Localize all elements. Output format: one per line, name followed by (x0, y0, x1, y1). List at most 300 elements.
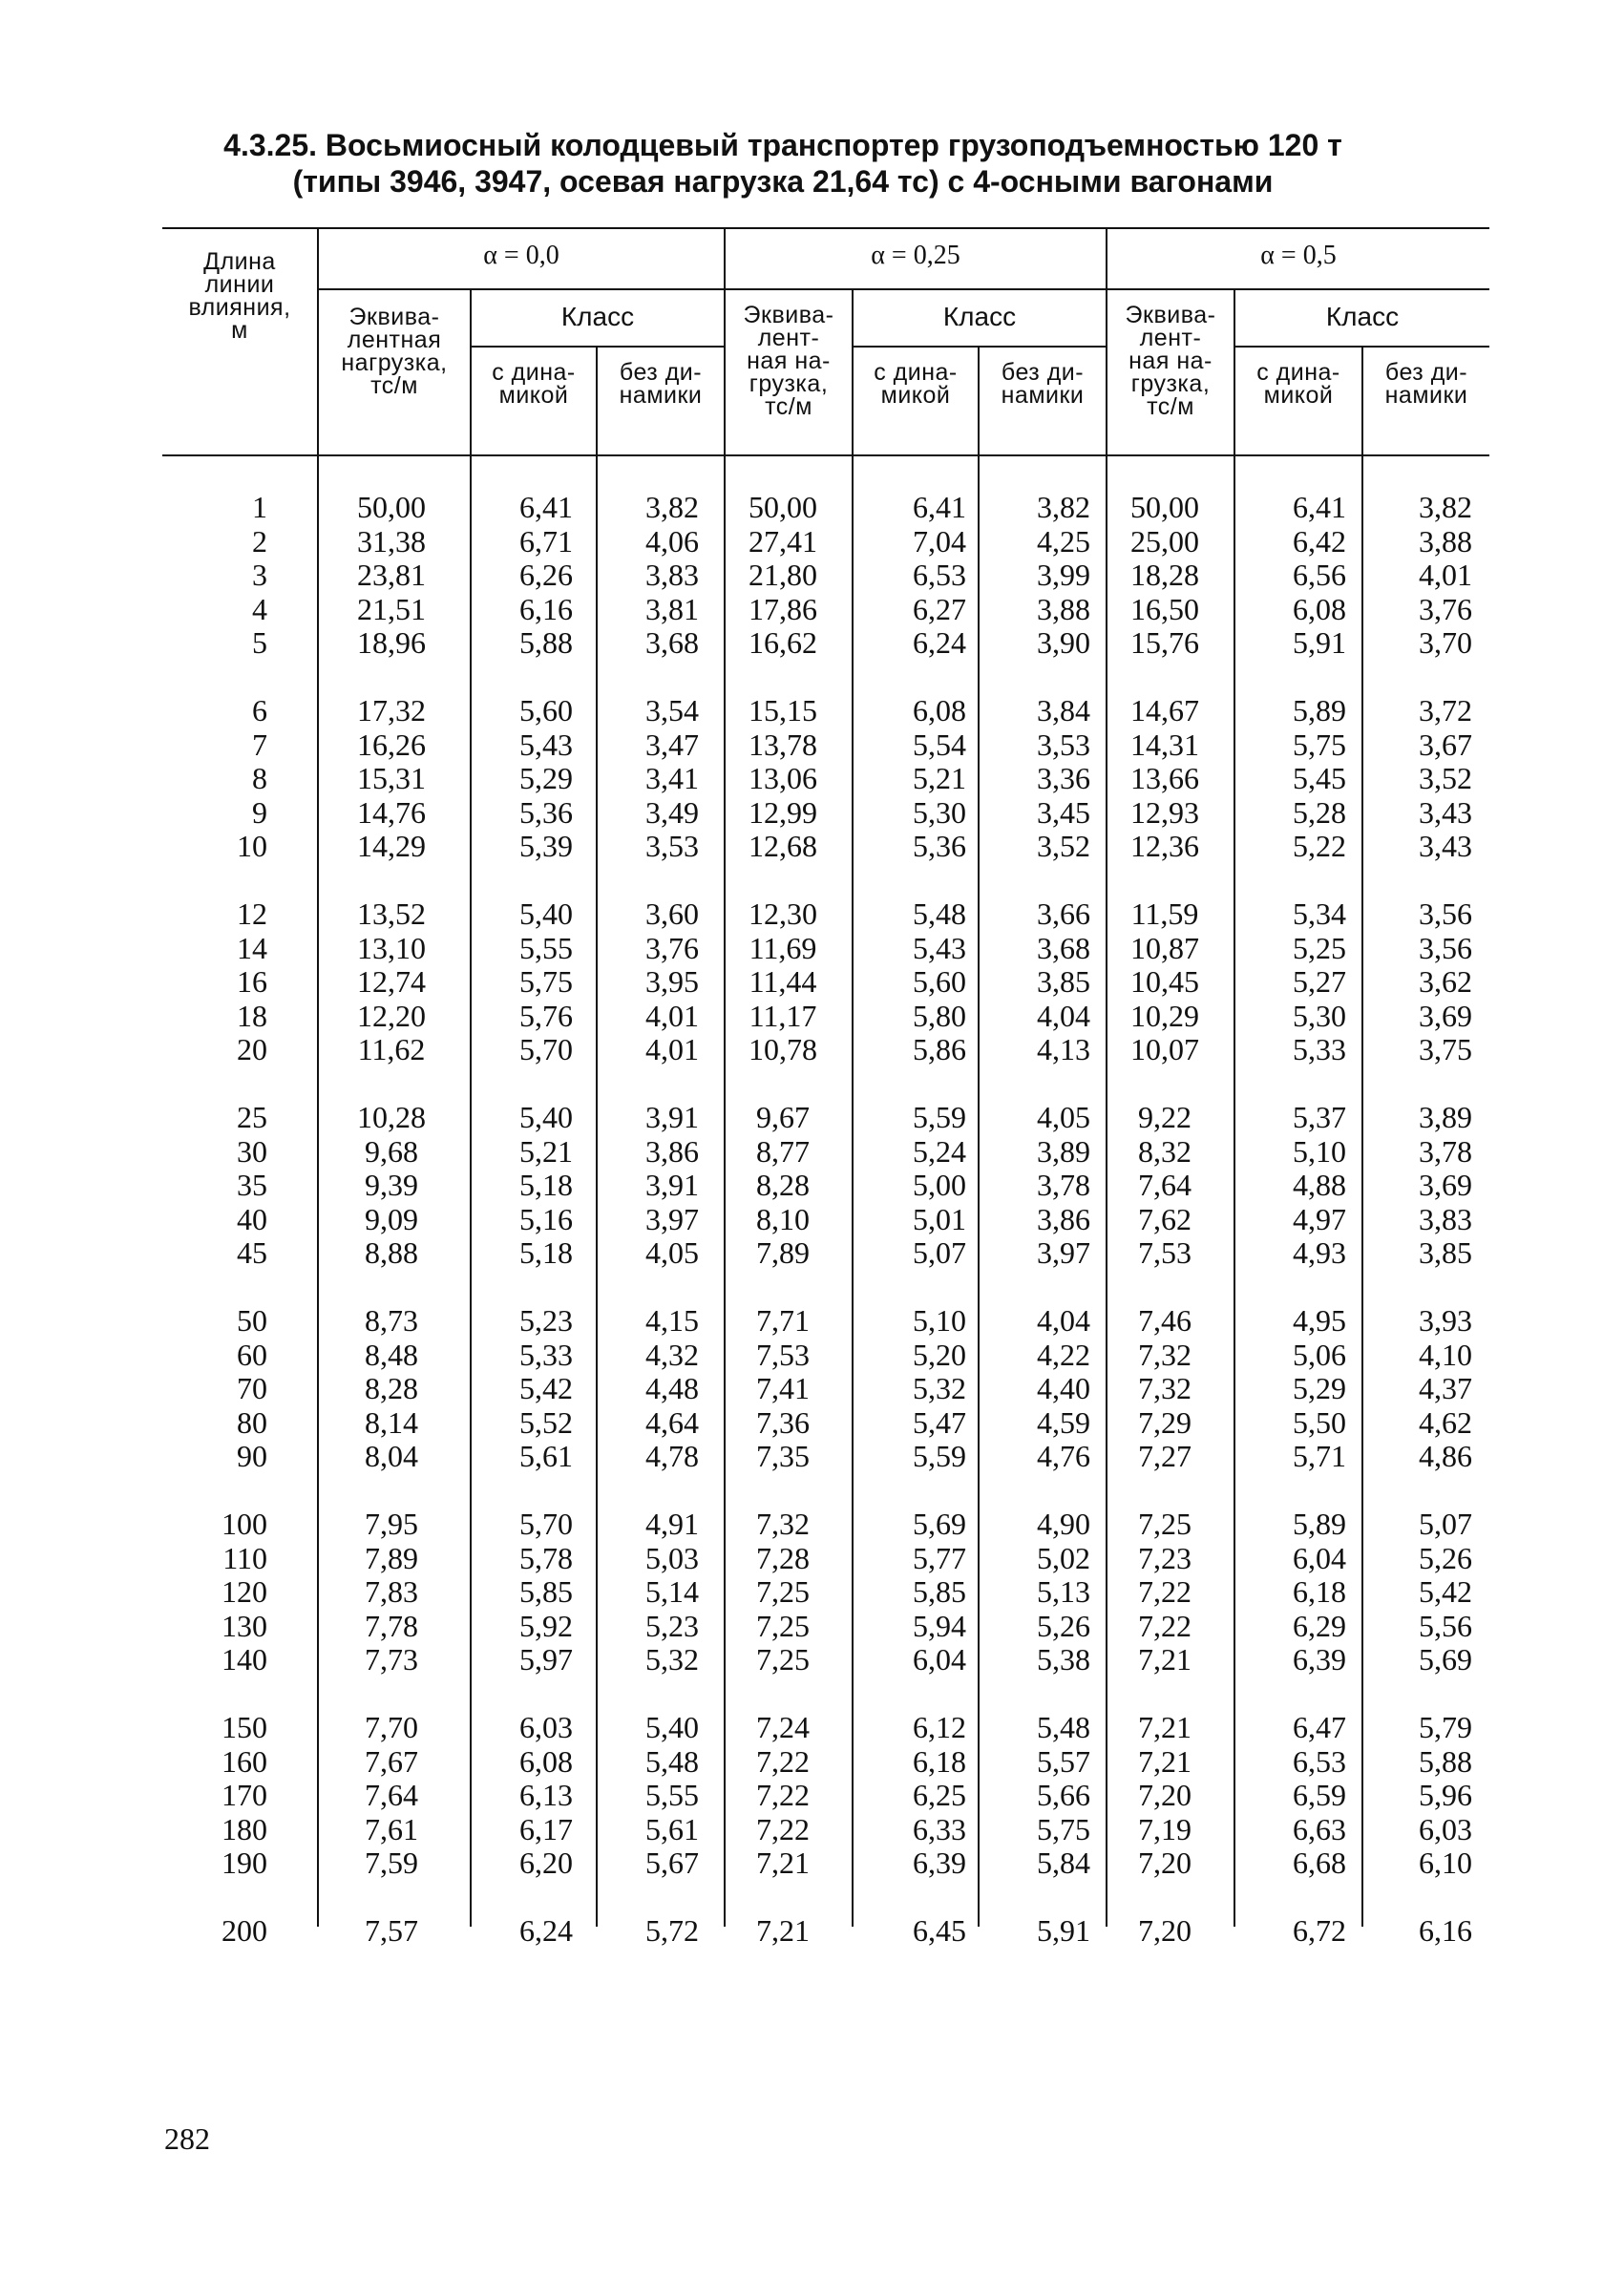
cell-without-dynamics-0: 3,82 (645, 490, 699, 524)
cell-without-dynamics-05: 3,78 (1419, 1133, 1472, 1169)
cell-equivalent-load-05: 16,50 (1130, 591, 1199, 626)
cell-with-dynamics-05: 6,42 (1293, 523, 1346, 559)
cell-equivalent-load-05: 7,29 (1138, 1404, 1192, 1440)
cell-length: 100 (221, 1507, 267, 1541)
cell-equivalent-load-0: 7,67 (365, 1743, 418, 1779)
cell-length: 1 (252, 490, 267, 524)
cell-length: 8 (252, 761, 267, 796)
cell-with-dynamics-0: 6,71 (519, 523, 573, 559)
cell-with-dynamics-05: 4,93 (1293, 1235, 1346, 1271)
cell-without-dynamics-0: 3,97 (645, 1201, 699, 1236)
cell-equivalent-load-0: 13,52 (357, 896, 426, 931)
cell-without-dynamics-025: 3,53 (1037, 727, 1090, 762)
cell-equivalent-load-025: 13,78 (749, 727, 817, 762)
cell-with-dynamics-025: 7,04 (913, 523, 966, 559)
cell-with-dynamics-0: 5,40 (519, 1100, 573, 1134)
cell-without-dynamics-05: 3,75 (1419, 1032, 1472, 1067)
cell-equivalent-load-05: 7,21 (1138, 1743, 1192, 1779)
header-with-dynamics-05: с дина- микой (1256, 359, 1340, 409)
cell-equivalent-load-025: 7,53 (756, 1337, 810, 1372)
cell-with-dynamics-025: 6,27 (913, 591, 966, 626)
cell-equivalent-load-0: 7,89 (365, 1540, 418, 1575)
cell-with-dynamics-0: 5,42 (519, 1371, 573, 1406)
cell-without-dynamics-0: 4,64 (645, 1404, 699, 1440)
header-with-dynamics-025: с дина- микой (874, 359, 958, 409)
cell-with-dynamics-0: 6,41 (519, 490, 573, 524)
cell-without-dynamics-05: 4,86 (1419, 1439, 1472, 1474)
header-alpha-025: α = 0,25 (871, 241, 960, 270)
cell-equivalent-load-025: 7,36 (756, 1404, 810, 1440)
cell-with-dynamics-025: 6,12 (913, 1710, 966, 1744)
cell-without-dynamics-025: 3,78 (1037, 1168, 1090, 1203)
cell-with-dynamics-05: 5,27 (1293, 964, 1346, 1000)
cell-without-dynamics-0: 5,67 (645, 1846, 699, 1881)
cell-with-dynamics-05: 4,88 (1293, 1168, 1346, 1203)
cell-equivalent-load-025: 7,41 (756, 1371, 810, 1406)
cell-equivalent-load-0: 8,48 (365, 1337, 418, 1372)
cell-with-dynamics-025: 6,24 (913, 625, 966, 661)
cell-with-dynamics-05: 5,22 (1293, 829, 1346, 864)
cell-equivalent-load-05: 18,28 (1130, 558, 1199, 593)
cell-without-dynamics-025: 3,52 (1037, 829, 1090, 864)
cell-without-dynamics-0: 3,76 (645, 930, 699, 965)
cell-without-dynamics-0: 3,60 (645, 896, 699, 931)
cell-with-dynamics-05: 6,59 (1293, 1778, 1346, 1813)
cell-equivalent-load-0: 8,14 (365, 1404, 418, 1440)
cell-length: 16 (237, 964, 267, 1000)
cell-equivalent-load-025: 7,21 (756, 1913, 810, 1948)
cell-with-dynamics-0: 5,76 (519, 998, 573, 1033)
cell-equivalent-load-0: 21,51 (357, 591, 426, 626)
cell-equivalent-load-025: 11,44 (749, 964, 817, 1000)
header-alpha-0: α = 0,0 (483, 241, 559, 270)
cell-without-dynamics-05: 4,37 (1419, 1371, 1472, 1406)
cell-without-dynamics-05: 4,10 (1419, 1337, 1472, 1372)
vrule-n0 (724, 227, 726, 1927)
header-alpha-05: α = 0,5 (1260, 241, 1337, 270)
cell-without-dynamics-025: 5,75 (1037, 1811, 1090, 1846)
cell-with-dynamics-05: 5,29 (1293, 1371, 1346, 1406)
cell-without-dynamics-025: 4,76 (1037, 1439, 1090, 1474)
cell-without-dynamics-0: 4,15 (645, 1303, 699, 1338)
cell-without-dynamics-025: 3,85 (1037, 964, 1090, 1000)
cell-with-dynamics-0: 5,70 (519, 1507, 573, 1541)
cell-with-dynamics-025: 6,18 (913, 1743, 966, 1779)
cell-equivalent-load-05: 7,46 (1138, 1303, 1192, 1338)
header-equivalent-load-025: Эквива- лент- ная на- грузка, тс/м (743, 302, 834, 420)
header-length: Длина линии влияния, м (188, 248, 291, 344)
cell-with-dynamics-025: 5,21 (913, 761, 966, 796)
cell-equivalent-load-05: 14,67 (1130, 693, 1199, 728)
cell-with-dynamics-0: 6,26 (519, 558, 573, 593)
cell-with-dynamics-0: 5,21 (519, 1133, 573, 1169)
cell-without-dynamics-05: 3,82 (1419, 490, 1472, 524)
cell-equivalent-load-05: 7,22 (1138, 1574, 1192, 1610)
cell-equivalent-load-0: 7,61 (365, 1811, 418, 1846)
header-klass-05: Класс (1325, 302, 1400, 331)
cell-equivalent-load-05: 12,93 (1130, 794, 1199, 830)
cell-equivalent-load-05: 7,32 (1138, 1371, 1192, 1406)
cell-with-dynamics-025: 5,85 (913, 1574, 966, 1610)
cell-length: 7 (252, 727, 267, 762)
cell-equivalent-load-025: 7,35 (756, 1439, 810, 1474)
header-with-dynamics-0: с дина- микой (492, 359, 576, 409)
cell-without-dynamics-025: 5,26 (1037, 1608, 1090, 1643)
cell-length: 18 (237, 998, 267, 1033)
cell-with-dynamics-025: 5,43 (913, 930, 966, 965)
cell-without-dynamics-0: 5,61 (645, 1811, 699, 1846)
cell-with-dynamics-025: 5,07 (913, 1235, 966, 1271)
cell-equivalent-load-0: 17,32 (357, 693, 426, 728)
cell-equivalent-load-05: 12,36 (1130, 829, 1199, 864)
cell-without-dynamics-05: 3,56 (1419, 896, 1472, 931)
cell-without-dynamics-05: 3,85 (1419, 1235, 1472, 1271)
cell-with-dynamics-025: 5,48 (913, 896, 966, 931)
cell-without-dynamics-025: 5,38 (1037, 1642, 1090, 1677)
cell-equivalent-load-0: 8,28 (365, 1371, 418, 1406)
cell-equivalent-load-0: 50,00 (357, 490, 426, 524)
cell-with-dynamics-0: 5,18 (519, 1235, 573, 1271)
cell-with-dynamics-025: 6,39 (913, 1846, 966, 1881)
cell-equivalent-load-025: 7,28 (756, 1540, 810, 1575)
header-bottom-rule (162, 454, 1489, 456)
cell-without-dynamics-025: 3,45 (1037, 794, 1090, 830)
cell-without-dynamics-05: 3,88 (1419, 523, 1472, 559)
cell-length: 20 (237, 1032, 267, 1067)
cell-without-dynamics-05: 3,56 (1419, 930, 1472, 965)
cell-without-dynamics-05: 3,43 (1419, 794, 1472, 830)
cell-without-dynamics-025: 4,22 (1037, 1337, 1090, 1372)
cell-without-dynamics-025: 4,13 (1037, 1032, 1090, 1067)
cell-with-dynamics-0: 5,61 (519, 1439, 573, 1474)
cell-without-dynamics-05: 3,93 (1419, 1303, 1472, 1338)
cell-with-dynamics-05: 5,75 (1293, 727, 1346, 762)
cell-length: 190 (221, 1846, 267, 1881)
cell-equivalent-load-0: 7,57 (365, 1913, 418, 1948)
cell-with-dynamics-05: 6,04 (1293, 1540, 1346, 1575)
cell-with-dynamics-025: 5,86 (913, 1032, 966, 1067)
cell-with-dynamics-025: 5,10 (913, 1303, 966, 1338)
cell-with-dynamics-05: 5,28 (1293, 794, 1346, 830)
cell-without-dynamics-025: 5,84 (1037, 1846, 1090, 1881)
cell-equivalent-load-0: 7,78 (365, 1608, 418, 1643)
vrule-d2 (1361, 346, 1363, 1927)
cell-with-dynamics-05: 6,63 (1293, 1811, 1346, 1846)
cell-with-dynamics-05: 5,30 (1293, 998, 1346, 1033)
cell-without-dynamics-05: 6,16 (1419, 1913, 1472, 1948)
cell-equivalent-load-0: 18,96 (357, 625, 426, 661)
cell-equivalent-load-0: 11,62 (357, 1032, 426, 1067)
cell-with-dynamics-0: 6,17 (519, 1811, 573, 1846)
cell-equivalent-load-05: 14,31 (1130, 727, 1199, 762)
cell-without-dynamics-0: 4,06 (645, 523, 699, 559)
cell-without-dynamics-025: 3,99 (1037, 558, 1090, 593)
cell-without-dynamics-0: 3,86 (645, 1133, 699, 1169)
cell-equivalent-load-0: 14,29 (357, 829, 426, 864)
cell-equivalent-load-0: 9,09 (365, 1201, 418, 1236)
cell-without-dynamics-05: 6,10 (1419, 1846, 1472, 1881)
cell-with-dynamics-025: 6,45 (913, 1913, 966, 1948)
cell-without-dynamics-0: 4,05 (645, 1235, 699, 1271)
cell-with-dynamics-0: 5,78 (519, 1540, 573, 1575)
cell-equivalent-load-025: 7,32 (756, 1507, 810, 1541)
cell-equivalent-load-0: 31,38 (357, 523, 426, 559)
cell-with-dynamics-025: 5,60 (913, 964, 966, 1000)
cell-with-dynamics-025: 5,54 (913, 727, 966, 762)
cell-equivalent-load-025: 16,62 (749, 625, 817, 661)
cell-with-dynamics-0: 5,85 (519, 1574, 573, 1610)
cell-without-dynamics-025: 5,91 (1037, 1913, 1090, 1948)
cell-length: 45 (237, 1235, 267, 1271)
cell-with-dynamics-025: 5,30 (913, 794, 966, 830)
cell-with-dynamics-0: 6,03 (519, 1710, 573, 1744)
cell-length: 4 (252, 591, 267, 626)
cell-with-dynamics-05: 5,50 (1293, 1404, 1346, 1440)
cell-with-dynamics-025: 5,36 (913, 829, 966, 864)
cell-equivalent-load-05: 7,20 (1138, 1913, 1192, 1948)
cell-without-dynamics-05: 3,83 (1419, 1201, 1472, 1236)
cell-with-dynamics-025: 5,69 (913, 1507, 966, 1541)
cell-equivalent-load-05: 7,20 (1138, 1778, 1192, 1813)
header-without-dynamics-05: без ди- намики (1384, 359, 1468, 409)
cell-without-dynamics-025: 4,25 (1037, 523, 1090, 559)
cell-equivalent-load-05: 10,07 (1130, 1032, 1199, 1067)
cell-without-dynamics-0: 4,32 (645, 1337, 699, 1372)
cell-without-dynamics-0: 3,95 (645, 964, 699, 1000)
cell-equivalent-load-0: 7,95 (365, 1507, 418, 1541)
cell-without-dynamics-05: 5,69 (1419, 1642, 1472, 1677)
cell-without-dynamics-05: 4,01 (1419, 558, 1472, 593)
vrule-d0 (596, 346, 598, 1927)
cell-equivalent-load-05: 7,22 (1138, 1608, 1192, 1643)
header-without-dynamics-0: без ди- намики (619, 359, 703, 409)
cell-with-dynamics-05: 6,53 (1293, 1743, 1346, 1779)
cell-with-dynamics-0: 6,08 (519, 1743, 573, 1779)
cell-with-dynamics-0: 5,92 (519, 1608, 573, 1643)
cell-length: 9 (252, 794, 267, 830)
cell-without-dynamics-05: 3,89 (1419, 1100, 1472, 1134)
klass-rule-1 (854, 346, 1107, 348)
cell-length: 2 (252, 523, 267, 559)
cell-equivalent-load-025: 8,10 (756, 1201, 810, 1236)
cell-without-dynamics-0: 3,54 (645, 693, 699, 728)
cell-with-dynamics-05: 5,91 (1293, 625, 1346, 661)
cell-equivalent-load-0: 7,64 (365, 1778, 418, 1813)
cell-with-dynamics-05: 5,71 (1293, 1439, 1346, 1474)
cell-equivalent-load-025: 15,15 (749, 693, 817, 728)
cell-equivalent-load-05: 7,27 (1138, 1439, 1192, 1474)
cell-with-dynamics-025: 5,47 (913, 1404, 966, 1440)
cell-length: 70 (237, 1371, 267, 1406)
cell-with-dynamics-05: 4,97 (1293, 1201, 1346, 1236)
cell-with-dynamics-05: 6,68 (1293, 1846, 1346, 1881)
cell-equivalent-load-025: 50,00 (749, 490, 817, 524)
cell-equivalent-load-05: 11,59 (1130, 896, 1199, 931)
cell-equivalent-load-05: 7,25 (1138, 1507, 1192, 1541)
cell-length: 170 (221, 1778, 267, 1813)
cell-without-dynamics-025: 5,02 (1037, 1540, 1090, 1575)
cell-without-dynamics-025: 3,89 (1037, 1133, 1090, 1169)
cell-without-dynamics-025: 3,36 (1037, 761, 1090, 796)
cell-with-dynamics-0: 5,33 (519, 1337, 573, 1372)
cell-length: 120 (221, 1574, 267, 1610)
cell-with-dynamics-05: 5,45 (1293, 761, 1346, 796)
cell-without-dynamics-025: 3,66 (1037, 896, 1090, 931)
cell-with-dynamics-0: 5,43 (519, 727, 573, 762)
cell-length: 60 (237, 1337, 267, 1372)
cell-with-dynamics-05: 6,47 (1293, 1710, 1346, 1744)
cell-without-dynamics-05: 5,79 (1419, 1710, 1472, 1744)
klass-rule-0 (470, 346, 726, 348)
cell-with-dynamics-05: 5,10 (1293, 1133, 1346, 1169)
cell-equivalent-load-025: 7,71 (756, 1303, 810, 1338)
cell-without-dynamics-025: 5,57 (1037, 1743, 1090, 1779)
cell-with-dynamics-025: 6,04 (913, 1642, 966, 1677)
cell-without-dynamics-025: 3,68 (1037, 930, 1090, 965)
cell-without-dynamics-0: 4,48 (645, 1371, 699, 1406)
cell-without-dynamics-025: 5,48 (1037, 1710, 1090, 1744)
cell-with-dynamics-05: 6,18 (1293, 1574, 1346, 1610)
cell-with-dynamics-05: 6,39 (1293, 1642, 1346, 1677)
header-klass-025: Класс (942, 302, 1017, 331)
cell-equivalent-load-025: 7,89 (756, 1235, 810, 1271)
cell-without-dynamics-0: 3,53 (645, 829, 699, 864)
cell-without-dynamics-05: 3,72 (1419, 693, 1472, 728)
cell-without-dynamics-05: 5,26 (1419, 1540, 1472, 1575)
cell-equivalent-load-05: 7,53 (1138, 1235, 1192, 1271)
header-without-dynamics-025: без ди- намики (1001, 359, 1085, 409)
cell-length: 140 (221, 1642, 267, 1677)
table-title-line-2: (типы 3946, 3947, осевая нагрузка 21,64 тс) с 4-осными вагонами (292, 164, 1274, 199)
cell-without-dynamics-05: 5,96 (1419, 1778, 1472, 1813)
cell-equivalent-load-025: 9,67 (756, 1100, 810, 1134)
cell-equivalent-load-0: 13,10 (357, 930, 426, 965)
cell-equivalent-load-0: 14,76 (357, 794, 426, 830)
cell-length: 160 (221, 1743, 267, 1779)
cell-without-dynamics-025: 3,86 (1037, 1201, 1090, 1236)
cell-with-dynamics-05: 5,89 (1293, 1507, 1346, 1541)
cell-equivalent-load-025: 11,69 (749, 930, 817, 965)
cell-with-dynamics-025: 5,94 (913, 1608, 966, 1643)
cell-with-dynamics-025: 5,00 (913, 1168, 966, 1203)
cell-with-dynamics-0: 5,40 (519, 896, 573, 931)
cell-length: 35 (237, 1168, 267, 1203)
page-number: 282 (164, 2121, 210, 2156)
cell-without-dynamics-025: 4,04 (1037, 998, 1090, 1033)
cell-with-dynamics-025: 5,77 (913, 1540, 966, 1575)
cell-equivalent-load-0: 23,81 (357, 558, 426, 593)
cell-equivalent-load-025: 10,78 (749, 1032, 817, 1067)
cell-without-dynamics-0: 3,83 (645, 558, 699, 593)
cell-with-dynamics-0: 5,18 (519, 1168, 573, 1203)
cell-with-dynamics-0: 5,39 (519, 829, 573, 864)
cell-equivalent-load-0: 7,59 (365, 1846, 418, 1881)
cell-with-dynamics-025: 5,24 (913, 1133, 966, 1169)
cell-with-dynamics-0: 6,24 (519, 1913, 573, 1948)
cell-with-dynamics-025: 6,53 (913, 558, 966, 593)
table-top-rule (162, 227, 1489, 229)
cell-equivalent-load-0: 12,74 (357, 964, 426, 1000)
cell-without-dynamics-0: 4,78 (645, 1439, 699, 1474)
cell-without-dynamics-025: 4,40 (1037, 1371, 1090, 1406)
cell-equivalent-load-025: 7,25 (756, 1608, 810, 1643)
cell-with-dynamics-025: 5,59 (913, 1100, 966, 1134)
cell-equivalent-load-025: 12,99 (749, 794, 817, 830)
cell-equivalent-load-025: 7,22 (756, 1811, 810, 1846)
cell-length: 3 (252, 558, 267, 593)
cell-without-dynamics-0: 5,55 (645, 1778, 699, 1813)
cell-with-dynamics-05: 5,33 (1293, 1032, 1346, 1067)
cell-without-dynamics-0: 3,91 (645, 1100, 699, 1134)
cell-equivalent-load-025: 8,77 (756, 1133, 810, 1169)
cell-equivalent-load-05: 7,21 (1138, 1642, 1192, 1677)
cell-equivalent-load-05: 15,76 (1130, 625, 1199, 661)
cell-equivalent-load-0: 16,26 (357, 727, 426, 762)
cell-without-dynamics-0: 5,32 (645, 1642, 699, 1677)
cell-with-dynamics-025: 5,32 (913, 1371, 966, 1406)
cell-without-dynamics-0: 4,01 (645, 1032, 699, 1067)
cell-equivalent-load-0: 7,83 (365, 1574, 418, 1610)
cell-equivalent-load-05: 7,62 (1138, 1201, 1192, 1236)
cell-with-dynamics-05: 6,29 (1293, 1608, 1346, 1643)
cell-with-dynamics-0: 5,97 (519, 1642, 573, 1677)
cell-length: 6 (252, 693, 267, 728)
cell-without-dynamics-0: 3,47 (645, 727, 699, 762)
cell-with-dynamics-05: 4,95 (1293, 1303, 1346, 1338)
cell-with-dynamics-025: 5,20 (913, 1337, 966, 1372)
cell-equivalent-load-025: 7,22 (756, 1743, 810, 1779)
cell-with-dynamics-05: 6,56 (1293, 558, 1346, 593)
cell-equivalent-load-0: 9,68 (365, 1133, 418, 1169)
vrule-length (317, 227, 319, 1927)
cell-length: 80 (237, 1404, 267, 1440)
cell-without-dynamics-0: 3,91 (645, 1168, 699, 1203)
cell-equivalent-load-025: 8,28 (756, 1168, 810, 1203)
cell-equivalent-load-0: 7,73 (365, 1642, 418, 1677)
vrule-n1 (1106, 227, 1107, 1927)
cell-with-dynamics-05: 5,25 (1293, 930, 1346, 965)
header-klass-0: Класс (560, 302, 635, 331)
cell-equivalent-load-025: 7,21 (756, 1846, 810, 1881)
cell-without-dynamics-05: 5,42 (1419, 1574, 1472, 1610)
cell-without-dynamics-0: 3,41 (645, 761, 699, 796)
vrule-eq0 (470, 288, 472, 1927)
cell-equivalent-load-0: 7,70 (365, 1710, 418, 1744)
cell-equivalent-load-0: 8,73 (365, 1303, 418, 1338)
cell-equivalent-load-05: 10,87 (1130, 930, 1199, 965)
cell-with-dynamics-05: 5,89 (1293, 693, 1346, 728)
cell-without-dynamics-05: 5,56 (1419, 1608, 1472, 1643)
alpha-row-rule (319, 288, 1489, 290)
cell-equivalent-load-025: 7,22 (756, 1778, 810, 1813)
cell-length: 25 (237, 1100, 267, 1134)
cell-without-dynamics-025: 3,84 (1037, 693, 1090, 728)
cell-equivalent-load-025: 13,06 (749, 761, 817, 796)
cell-without-dynamics-0: 5,03 (645, 1540, 699, 1575)
cell-without-dynamics-025: 4,59 (1037, 1404, 1090, 1440)
cell-with-dynamics-0: 5,23 (519, 1303, 573, 1338)
cell-with-dynamics-0: 5,52 (519, 1404, 573, 1440)
cell-without-dynamics-025: 3,97 (1037, 1235, 1090, 1271)
cell-with-dynamics-025: 5,01 (913, 1201, 966, 1236)
cell-length: 10 (237, 829, 267, 864)
cell-without-dynamics-05: 3,69 (1419, 998, 1472, 1033)
cell-without-dynamics-05: 3,67 (1419, 727, 1472, 762)
cell-without-dynamics-025: 5,66 (1037, 1778, 1090, 1813)
cell-equivalent-load-025: 27,41 (749, 523, 817, 559)
cell-without-dynamics-0: 3,49 (645, 794, 699, 830)
cell-with-dynamics-0: 6,20 (519, 1846, 573, 1881)
